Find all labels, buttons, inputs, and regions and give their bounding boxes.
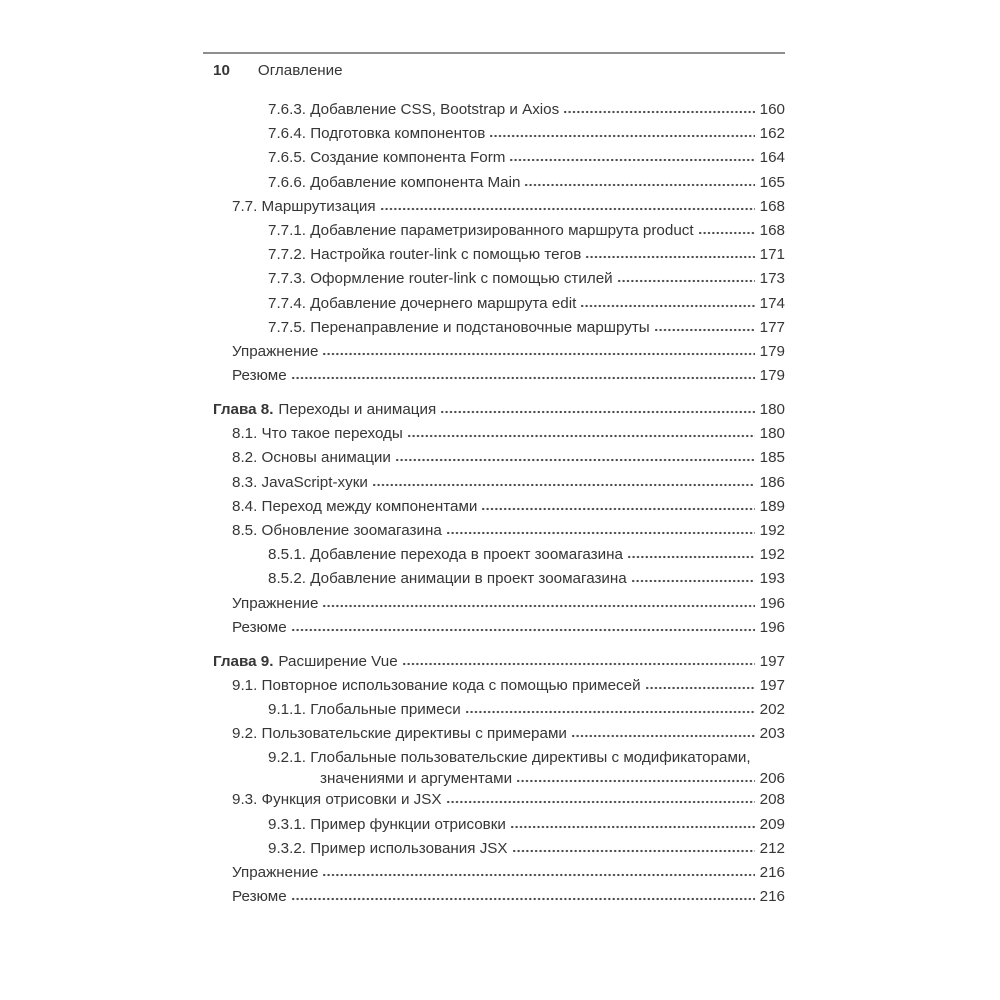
dot-leader [446, 531, 755, 535]
toc-entry [213, 367, 785, 391]
dot-leader [489, 134, 754, 138]
toc-entry-title: 7.7. Маршрутизация [232, 197, 376, 215]
toc-entry [213, 498, 785, 522]
toc-entry [213, 101, 785, 125]
dot-leader [509, 158, 754, 162]
dot-leader [627, 555, 755, 559]
toc-entry-page: 193 [759, 570, 785, 588]
toc-entry [213, 174, 785, 198]
dot-leader [291, 897, 755, 901]
toc-entry-title: 7.7.1. Добавление параметризированного маршрута product [268, 221, 694, 239]
dot-leader [571, 734, 755, 738]
toc-entry [213, 198, 785, 222]
dot-leader [698, 231, 755, 235]
toc-entry-title: 7.6.4. Подготовка компонентов [268, 125, 486, 143]
toc-entry-page: 216 [759, 864, 785, 882]
toc-entry-title: 9.1. Повторное использование кода с помощью примесей [232, 676, 641, 694]
dot-leader [563, 110, 754, 114]
dot-leader [510, 825, 755, 829]
toc-chapter-label: Глава 9. [213, 652, 274, 670]
dot-leader [440, 410, 754, 414]
dot-leader [446, 800, 755, 804]
toc-entry-title: 9.1.1. Глобальные примеси [268, 701, 461, 719]
toc-entry-page: 171 [759, 246, 785, 264]
toc-entry-page: 179 [759, 342, 785, 360]
toc-entry-title: Резюме [232, 367, 287, 385]
toc-entry-continuation-line [268, 770, 785, 791]
toc-entry-page: 177 [759, 318, 785, 336]
toc-entry-page: 192 [759, 546, 785, 564]
toc-entry-title: 7.7.2. Настройка router-link с помощью тегов [268, 246, 582, 264]
dot-leader [402, 662, 755, 666]
toc-entry [213, 725, 785, 749]
toc-entry-page: 208 [759, 791, 785, 809]
toc-entry-title: Резюме [232, 618, 287, 636]
toc-entry [213, 595, 785, 619]
toc-entry-title: Резюме [232, 888, 287, 906]
toc-entry-page: 197 [759, 652, 785, 670]
toc-entry-title: 8.2. Основы анимации [232, 449, 391, 467]
toc-entry-page: 165 [759, 173, 785, 191]
toc-chapter-entry [213, 401, 785, 425]
toc-entry [213, 619, 785, 643]
toc-entry-title: 7.6.3. Добавление CSS, Bootstrap и Axios [268, 101, 560, 118]
toc-entry [213, 816, 785, 840]
toc-entry-page: 192 [759, 521, 785, 539]
dot-leader [481, 507, 754, 511]
toc-entry [213, 425, 785, 449]
toc-entry-title-continuation: значениями и аргументами [320, 770, 513, 788]
dot-leader [645, 686, 755, 690]
toc-entry-title: Упражнение [232, 342, 319, 360]
toc-entry [213, 570, 785, 594]
toc-entry [213, 546, 785, 570]
toc-entry-page: 174 [759, 294, 785, 312]
toc-entry [213, 791, 785, 815]
toc-entry [213, 270, 785, 294]
toc-entry-title: 9.3.2. Пример использования JSX [268, 839, 508, 857]
toc-entry-title: 7.7.4. Добавление дочернего маршрута edit [268, 294, 577, 312]
dot-leader [322, 604, 754, 608]
header-rule [203, 52, 785, 54]
dot-leader [322, 873, 754, 877]
toc-entry [213, 864, 785, 888]
toc-entry-page: 202 [759, 701, 785, 719]
dot-leader [380, 207, 755, 211]
page-number: 10 [213, 62, 230, 79]
page-header [213, 62, 785, 79]
toc-entry [213, 246, 785, 270]
dot-leader [465, 710, 755, 714]
toc-entry-title: Упражнение [232, 594, 319, 612]
toc-entry [213, 522, 785, 546]
toc-entry-page: 180 [759, 425, 785, 443]
dot-leader [322, 352, 754, 356]
dot-leader [395, 458, 755, 462]
dot-leader [617, 279, 755, 283]
dot-leader [291, 376, 755, 380]
toc-entry-title: Переходы и анимация [278, 401, 437, 419]
toc-entry [213, 125, 785, 149]
toc-entry-title: 9.2.1. Глобальные пользовательские директивы с модификаторами, [268, 749, 751, 767]
toc-entry [213, 701, 785, 725]
toc-entry-page: 180 [759, 401, 785, 419]
toc-entry-title: 8.5.2. Добавление анимации в проект зоомагазина [268, 570, 627, 588]
toc-list [213, 101, 785, 912]
toc-entry-page: 168 [759, 197, 785, 215]
toc-entry-title: 8.5.1. Добавление перехода в проект зоомагазина [268, 546, 623, 564]
dot-leader [516, 779, 755, 783]
dot-leader [372, 483, 755, 487]
toc-entry-title: 7.6.6. Добавление компонента Main [268, 173, 521, 191]
toc-entry-title: 8.4. Переход между компонентами [232, 497, 478, 515]
toc-entry-title: 9.2. Пользовательские директивы с примерами [232, 725, 567, 743]
toc-entry-page: 164 [759, 149, 785, 167]
toc-entry [213, 295, 785, 319]
toc-entry [213, 749, 785, 791]
dot-leader [654, 328, 755, 332]
toc-entry-page: 203 [759, 725, 785, 743]
toc-entry [213, 319, 785, 343]
running-title: Оглавление [257, 62, 343, 79]
toc-entry-title: 9.3.1. Пример функции отрисовки [268, 815, 506, 833]
toc-entry-title: 7.6.5. Создание компонента Form [268, 149, 506, 167]
toc-entry-page: 185 [759, 449, 785, 467]
toc-entry [213, 222, 785, 246]
toc-entry-page: 206 [759, 770, 785, 788]
toc-entry-page: 186 [759, 473, 785, 491]
toc-entry [213, 840, 785, 864]
toc-chapter-entry [213, 653, 785, 677]
toc-entry-page: 160 [759, 101, 785, 118]
dot-leader [580, 304, 754, 308]
toc-entry-page: 209 [759, 815, 785, 833]
toc-entry-page: 197 [759, 676, 785, 694]
toc-entry [213, 149, 785, 173]
dot-leader [524, 183, 754, 187]
toc-entry [213, 449, 785, 473]
toc-entry-title: 8.1. Что такое переходы [232, 425, 403, 443]
toc-entry-page: 189 [759, 497, 785, 515]
toc-entry [213, 888, 785, 912]
dot-leader [291, 628, 755, 632]
toc-entry-page: 173 [759, 270, 785, 288]
dot-leader [585, 255, 754, 259]
dot-leader [512, 849, 755, 853]
toc-entry [213, 677, 785, 701]
toc-entry-page: 162 [759, 125, 785, 143]
dot-leader [407, 434, 755, 438]
toc-entry-title: 8.3. JavaScript-хуки [232, 473, 368, 491]
toc-entry-page: 179 [759, 367, 785, 385]
toc-entry-page: 196 [759, 618, 785, 636]
toc-entry-title: Упражнение [232, 864, 319, 882]
toc-chapter-label: Глава 8. [213, 401, 274, 419]
toc-entry-page: 212 [759, 839, 785, 857]
toc-entry [213, 474, 785, 498]
toc-entry-page: 196 [759, 594, 785, 612]
toc-entry-title: Расширение Vue [278, 652, 398, 670]
toc-entry-title: 7.7.3. Оформление router-link с помощью стилей [268, 270, 613, 288]
toc-entry [213, 343, 785, 367]
toc-entry-page: 216 [759, 888, 785, 906]
toc-entry-title: 8.5. Обновление зоомагазина [232, 521, 442, 539]
dot-leader [631, 579, 755, 583]
toc-entry-page: 168 [759, 221, 785, 239]
toc-entry-title: 7.7.5. Перенаправление и подстановочные маршруты [268, 318, 650, 336]
toc-entry-title: 9.3. Функция отрисовки и JSX [232, 791, 442, 809]
